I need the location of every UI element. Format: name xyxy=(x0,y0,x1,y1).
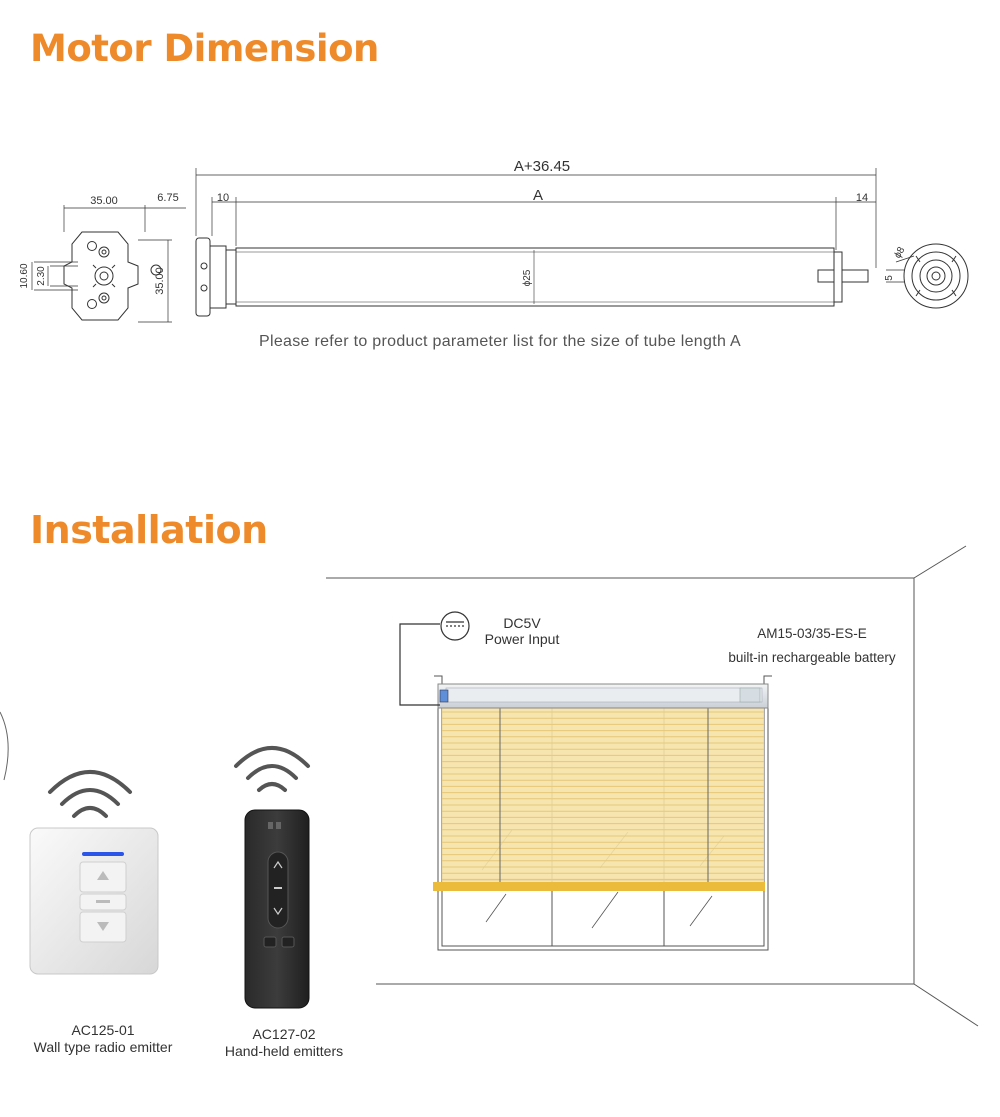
wall-switch-signal-icon xyxy=(50,772,130,816)
remote-signal-icon xyxy=(236,748,308,790)
power-label-input: Power Input xyxy=(484,631,560,647)
blind-bottom-rail xyxy=(433,882,765,891)
dim-flange-width: 35.00 xyxy=(90,195,118,207)
motor-dimension-title: Motor Dimension xyxy=(30,27,379,70)
tube-length-note: Please refer to product parameter list for the size of tube length A xyxy=(259,333,741,350)
emitter-caption-wall xyxy=(10,1022,196,1056)
dim-tube-length: A xyxy=(532,187,544,204)
dim-shaft-offset: 5 xyxy=(884,275,895,281)
dim-shaft-diameter: ϕ8 xyxy=(892,245,908,261)
dim-flange-depth: 6.75 xyxy=(157,192,179,204)
emitter-desc-wall: Wall type radio emitter xyxy=(33,1039,173,1055)
motor-model-desc: built-in rechargeable battery xyxy=(728,650,896,665)
dim-hole-spacing-b: 2.30 xyxy=(36,266,47,286)
emitter-caption-handheld xyxy=(200,1026,368,1060)
hand-held-remote xyxy=(245,810,309,1008)
emitter-desc-handheld: Hand-held emitters xyxy=(224,1043,344,1059)
blind xyxy=(433,708,765,891)
motor-model-code: AM15-03/35-ES-E xyxy=(757,626,867,641)
emitter-model-wall: AC125-01 xyxy=(71,1022,135,1038)
dim-tube-diameter: ϕ25 xyxy=(522,269,533,287)
power-label-voltage: DC5V xyxy=(503,615,541,631)
wall-switch xyxy=(30,828,158,974)
dim-left-offset: 10 xyxy=(216,192,230,204)
installation-title: Installation xyxy=(30,508,268,552)
dim-right-offset: 14 xyxy=(855,192,869,204)
dim-flange-height: 35.00 xyxy=(154,267,166,295)
emitter-model-handheld: AC127-02 xyxy=(252,1026,316,1042)
dim-hole-spacing-a: 10.60 xyxy=(19,263,30,289)
charging-port xyxy=(440,690,448,702)
flange-end-view xyxy=(32,205,186,322)
headrail-motor xyxy=(438,684,768,708)
dim-total-length: A+36.45 xyxy=(513,158,571,175)
